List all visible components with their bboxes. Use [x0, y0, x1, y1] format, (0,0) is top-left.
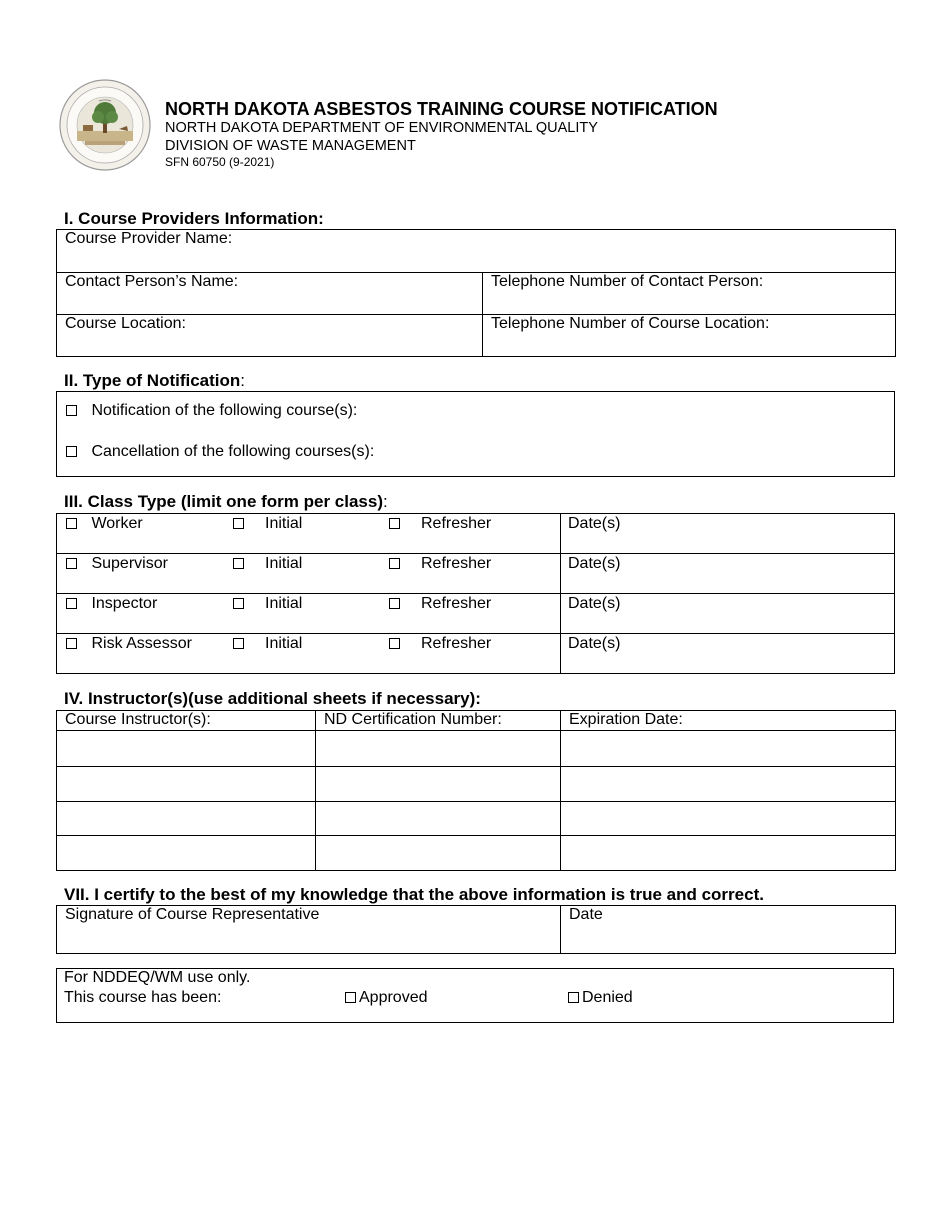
contact-phone-label: Telephone Number of Contact Person: — [491, 273, 764, 290]
table-row — [57, 802, 896, 836]
refresher-label: Refresher — [421, 515, 492, 532]
dates-label: Date(s) — [568, 515, 621, 532]
refresher-checkbox[interactable] — [389, 558, 400, 569]
expiration-date-cell[interactable] — [561, 802, 896, 836]
initial-checkbox[interactable] — [233, 518, 244, 529]
class-row-supervisor — [66, 555, 168, 573]
state-seal-logo — [59, 79, 151, 171]
risk-assessor-checkbox[interactable] — [66, 638, 77, 649]
initial-label: Initial — [265, 635, 303, 652]
initial-label: Initial — [265, 515, 303, 532]
section-3-heading: III. Class Type (limit one form per class): — [64, 492, 388, 511]
table-row — [57, 836, 896, 871]
instructor-table — [56, 710, 896, 871]
section-1-heading: I. Course Providers Information: — [64, 209, 324, 228]
dates-label: Date(s) — [568, 595, 621, 612]
table-row — [57, 731, 896, 767]
signature-field[interactable] — [57, 906, 561, 954]
section-7-heading: VII. I certify to the best of my knowledge that the above information is true and correct. — [64, 885, 764, 904]
refresher-checkbox[interactable] — [389, 598, 400, 609]
course-provider-name-label: Course Provider Name: — [65, 230, 233, 247]
initial-option — [233, 595, 302, 613]
class-row-divider — [56, 553, 895, 554]
course-provider-name-field[interactable] — [57, 230, 896, 273]
division-name: DIVISION OF WASTE MANAGEMENT — [165, 138, 416, 154]
initial-checkbox[interactable] — [233, 558, 244, 569]
section-4-heading: IV. Instructor(s)(use additional sheets if necessary): — [64, 689, 481, 708]
cancellation-label: Cancellation of the following courses(s): — [91, 443, 375, 460]
denied-option — [568, 989, 633, 1007]
section-2-heading: II. Type of Notification: — [64, 371, 246, 390]
column-header: Expiration Date: — [561, 711, 896, 731]
office-use-line-2: This course has been: — [64, 989, 222, 1006]
initial-option — [233, 555, 302, 573]
certification-table — [56, 905, 896, 954]
course-provider-table — [56, 229, 896, 357]
refresher-option — [389, 635, 491, 653]
location-phone-label: Telephone Number of Course Location: — [491, 315, 770, 332]
instructor-name-cell[interactable] — [57, 802, 316, 836]
worker-checkbox[interactable] — [66, 518, 77, 529]
initial-option — [233, 515, 302, 533]
refresher-label: Refresher — [421, 635, 492, 652]
dates-field[interactable] — [568, 635, 620, 653]
class-type-label: Risk Assessor — [91, 635, 192, 652]
cancellation-checkbox[interactable] — [66, 446, 77, 457]
column-header: Course Instructor(s): — [57, 711, 316, 731]
dates-label: Date(s) — [568, 555, 621, 572]
denied-checkbox[interactable] — [568, 992, 579, 1003]
expiration-date-cell[interactable] — [561, 836, 896, 871]
form-number: SFN 60750 (9-2021) — [165, 155, 275, 169]
class-row-divider — [56, 593, 895, 594]
class-row-risk-assessor — [66, 635, 192, 653]
course-location-field[interactable] — [57, 315, 483, 357]
dates-label: Date(s) — [568, 635, 621, 652]
refresher-label: Refresher — [421, 555, 492, 572]
certification-number-cell[interactable] — [316, 731, 561, 767]
course-location-label: Course Location: — [65, 315, 186, 332]
class-row-divider — [56, 633, 895, 634]
class-row-worker — [66, 515, 143, 533]
initial-checkbox[interactable] — [233, 638, 244, 649]
certification-number-cell[interactable] — [316, 802, 561, 836]
date-label: Date — [569, 906, 603, 923]
instructor-name-cell[interactable] — [57, 731, 316, 767]
contact-phone-field[interactable] — [483, 273, 896, 315]
inspector-checkbox[interactable] — [66, 598, 77, 609]
contact-person-name-field[interactable] — [57, 273, 483, 315]
department-name: NORTH DAKOTA DEPARTMENT OF ENVIRONMENTAL QUALITY — [165, 120, 598, 136]
signature-label: Signature of Course Representative — [65, 906, 320, 923]
refresher-option — [389, 555, 491, 573]
expiration-date-cell[interactable] — [561, 767, 896, 802]
instructor-name-cell[interactable] — [57, 767, 316, 802]
dates-field[interactable] — [568, 595, 620, 613]
denied-label: Denied — [582, 989, 633, 1006]
class-type-label: Supervisor — [91, 555, 168, 572]
date-field[interactable] — [561, 906, 896, 954]
notification-option — [66, 402, 357, 420]
table-row — [57, 767, 896, 802]
form-title: NORTH DAKOTA ASBESTOS TRAINING COURSE NOTIFICATION — [165, 99, 718, 119]
dates-field[interactable] — [568, 515, 620, 533]
initial-checkbox[interactable] — [233, 598, 244, 609]
refresher-checkbox[interactable] — [389, 518, 400, 529]
initial-label: Initial — [265, 555, 303, 572]
notification-label: Notification of the following course(s): — [91, 402, 358, 419]
certification-number-cell[interactable] — [316, 767, 561, 802]
cancellation-option — [66, 443, 374, 461]
office-use-line-1: For NDDEQ/WM use only. — [64, 969, 251, 986]
notification-checkbox[interactable] — [66, 405, 77, 416]
approved-checkbox[interactable] — [345, 992, 356, 1003]
dates-field[interactable] — [568, 555, 620, 573]
supervisor-checkbox[interactable] — [66, 558, 77, 569]
refresher-checkbox[interactable] — [389, 638, 400, 649]
approved-label: Approved — [359, 989, 428, 1006]
class-type-label: Inspector — [91, 595, 158, 612]
column-header: ND Certification Number: — [316, 711, 561, 731]
refresher-option — [389, 515, 491, 533]
class-type-label: Worker — [91, 515, 143, 532]
initial-label: Initial — [265, 595, 303, 612]
approved-option — [345, 989, 428, 1007]
instructor-name-cell[interactable] — [57, 836, 316, 871]
location-phone-field[interactable] — [483, 315, 896, 357]
class-row-inspector — [66, 595, 157, 613]
refresher-label: Refresher — [421, 595, 492, 612]
initial-option — [233, 635, 302, 653]
expiration-date-cell[interactable] — [561, 731, 896, 767]
refresher-option — [389, 595, 491, 613]
certification-number-cell[interactable] — [316, 836, 561, 871]
contact-person-name-label: Contact Person’s Name: — [65, 273, 239, 290]
